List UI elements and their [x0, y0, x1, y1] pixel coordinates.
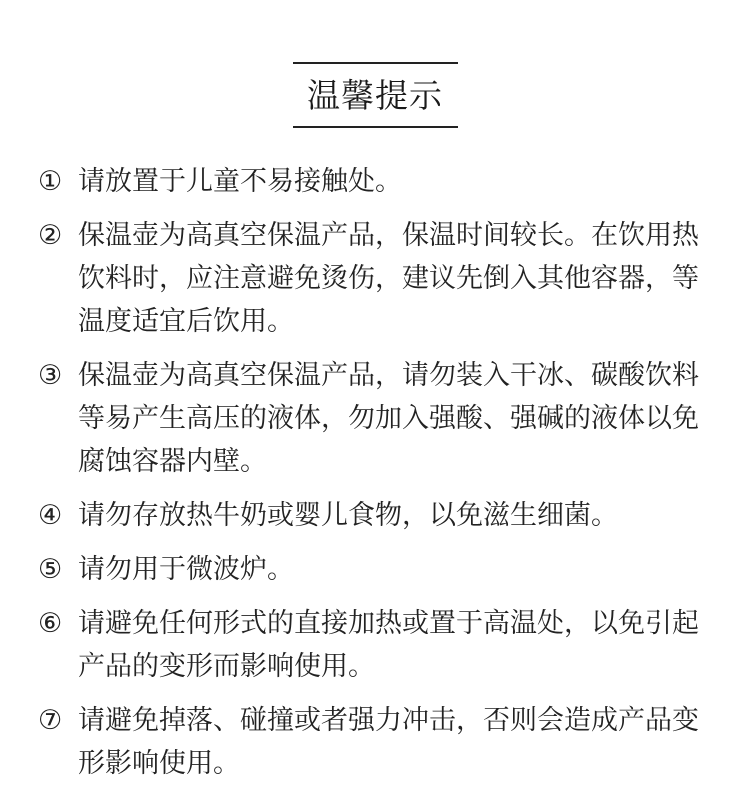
notice-text: 保温壶为高真空保温产品，请勿装入干冰、碳酸饮料等易产生高压的液体，勿加入强酸、强碱的液体以免腐蚀容器内壁。: [78, 360, 699, 477]
notice-number: ⑥: [38, 608, 63, 639]
notice-item-1: [38, 160, 718, 203]
notice-text: 请勿存放热牛奶或婴儿食物，以免滋生细菌。: [78, 500, 618, 531]
notice-number: ①: [38, 166, 63, 197]
notice-item-2: [38, 214, 718, 343]
notice-text: 请避免掉落、碰撞或者强力冲击，否则会造成产品变形影响使用。: [78, 705, 699, 779]
notice-list: [38, 160, 718, 796]
notice-text: 保温壶为高真空保温产品，保温时间较长。在饮用热饮料时，应注意避免烫伤，建议先倒入其他容器，等温度适宜后饮用。: [78, 220, 699, 337]
notice-text: 请避免任何形式的直接加热或置于高温处，以免引起产品的变形而影响使用。: [78, 608, 699, 682]
notice-item-4: [38, 494, 718, 537]
notice-number: ②: [38, 220, 63, 251]
notice-item-3: [38, 354, 718, 483]
notice-item-7: [38, 699, 718, 785]
notice-number: ⑦: [38, 705, 63, 736]
notice-number: ③: [38, 360, 63, 391]
notice-text: 请放置于儿童不易接触处。: [78, 166, 402, 197]
notice-number: ⑤: [38, 554, 63, 585]
notice-text: 请勿用于微波炉。: [78, 554, 294, 585]
notice-item-5: [38, 548, 718, 591]
notice-number: ④: [38, 500, 63, 531]
notice-item-6: [38, 602, 718, 688]
title-container: [0, 62, 750, 128]
title-frame: [293, 62, 458, 128]
page-title: 温馨提示: [307, 76, 443, 115]
